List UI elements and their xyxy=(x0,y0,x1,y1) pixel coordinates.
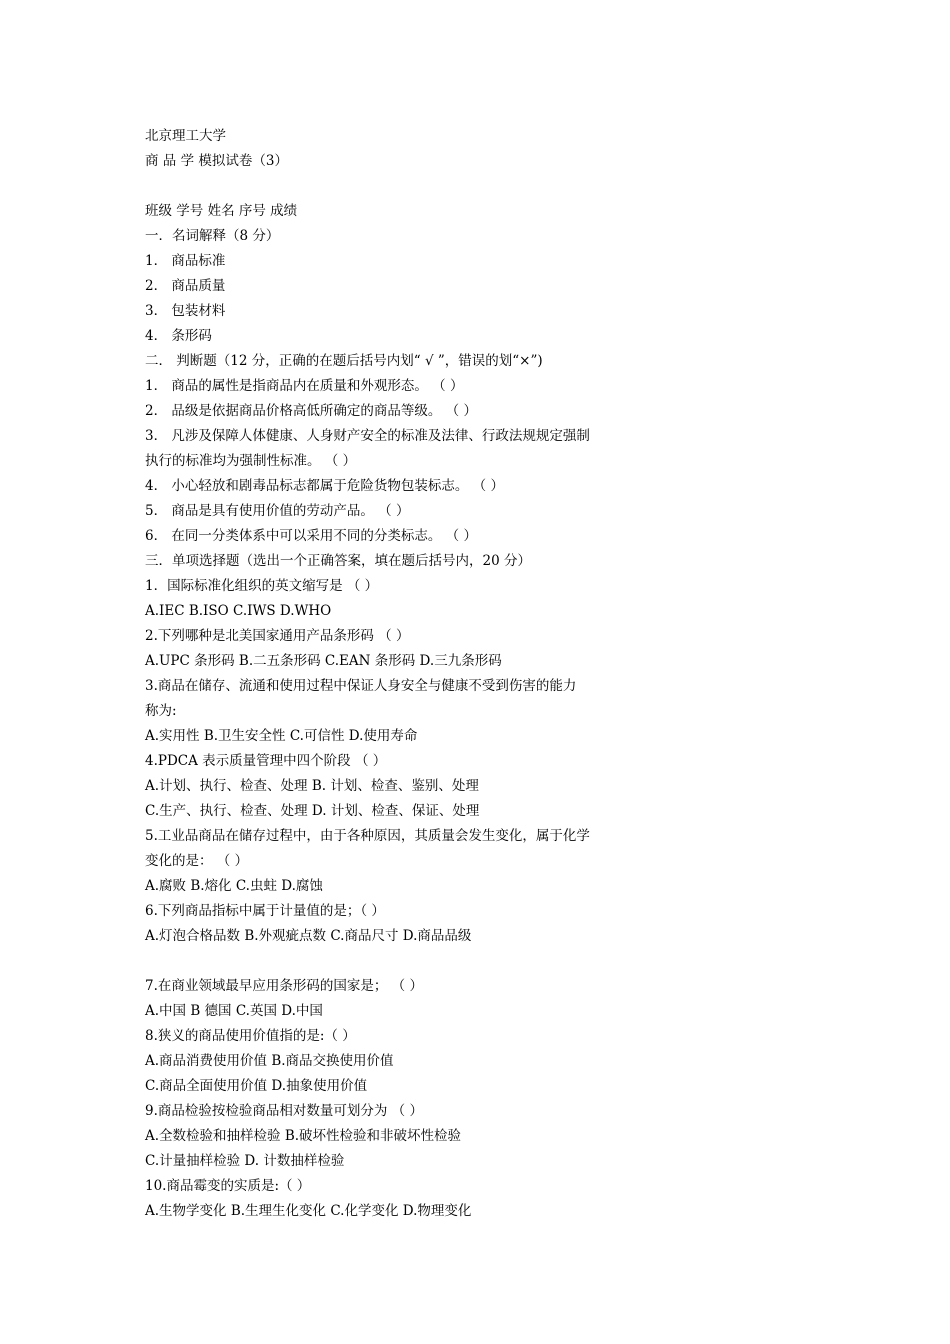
question-line: A.灯泡合格品数 B.外观疵点数 C.商品尺寸 D.商品品级 xyxy=(145,928,472,944)
question-line: 7.在商业领域最早应用条形码的国家是； （ ） xyxy=(145,978,423,994)
question-line: 8.狭义的商品使用价值指的是:（ ） xyxy=(145,1028,356,1044)
question-line: 执行的标准均为强制性标准。 （ ） xyxy=(145,453,357,469)
question-line: 2． 商品质量 xyxy=(145,278,226,294)
school-name: 北京理工大学 xyxy=(145,128,226,144)
section-3-heading: 三．单项选择题（选出一个正确答案，填在题后括号内，20 分） xyxy=(145,553,531,569)
blank-line xyxy=(145,949,845,974)
question-line: 3． 凡涉及保障人体健康、人身财产安全的标准及法律、行政法规规定强制 xyxy=(145,428,590,444)
exam-title: 商 品 学 模拟试卷（3） xyxy=(145,153,288,169)
question-line: 2． 品级是依据商品价格高低所确定的商品等级。 （ ） xyxy=(145,403,477,419)
question-line: A.IEC B.ISO C.IWS D.WHO xyxy=(145,603,332,619)
question-line: 变化的是： （ ） xyxy=(145,853,249,869)
blank-line xyxy=(145,174,845,199)
section-2-items xyxy=(145,374,845,549)
question-line: 4.PDCA 表示质量管理中四个阶段 （ ） xyxy=(145,753,387,769)
student-info-row: 班级 学号 姓名 序号 成绩 xyxy=(145,203,298,219)
question-line: C.生产、执行、检查、处理 D. 计划、检查、保证、处理 xyxy=(145,803,480,819)
question-line: 1． 商品标准 xyxy=(145,253,226,269)
question-line: A.计划、执行、检查、处理 B. 计划、检查、鉴别、处理 xyxy=(145,778,479,794)
section-1-heading: 一．名词解释（8 分） xyxy=(145,228,280,244)
question-line: 6.下列商品指标中属于计量值的是；（ ） xyxy=(145,903,385,919)
question-line: A.UPC 条形码 B.二五条形码 C.EAN 条形码 D.三九条形码 xyxy=(145,653,502,669)
question-line: 9.商品检验按检验商品相对数量可划分为 （ ） xyxy=(145,1103,423,1119)
question-line: A.中国 B 德国 C.英国 D.中国 xyxy=(145,1003,323,1019)
question-line: C.商品全面使用价值 D.抽象使用价值 xyxy=(145,1078,368,1094)
question-line: 3.商品在储存、流通和使用过程中保证人身安全与健康不受到伤害的能力 xyxy=(145,678,577,694)
question-line: 5.工业品商品在储存过程中，由于各种原因，其质量会发生变化，属于化学 xyxy=(145,828,590,844)
section-3-items-part-b xyxy=(145,974,845,1224)
question-line: 5． 商品是具有使用价值的劳动产品。 （ ） xyxy=(145,503,410,519)
question-line: 4． 条形码 xyxy=(145,328,212,344)
question-line: A.全数检验和抽样检验 B.破坏性检验和非破坏性检验 xyxy=(145,1128,462,1144)
question-line: 3． 包装材料 xyxy=(145,303,226,319)
section-2-heading: 二． 判断题（12 分，正确的在题后括号内划“ √ ”，错误的划“×”) xyxy=(145,353,543,369)
question-line: A.商品消费使用价值 B.商品交换使用价值 xyxy=(145,1053,394,1069)
question-line: A.生物学变化 B.生理生化变化 C.化学变化 D.物理变化 xyxy=(145,1203,472,1219)
question-line: 1．国际标准化组织的英文缩写是 （ ） xyxy=(145,578,379,594)
question-line: A.实用性 B.卫生安全性 C.可信性 D.使用寿命 xyxy=(145,728,418,744)
exam-document xyxy=(145,124,845,1224)
question-line: 称为: xyxy=(145,703,177,719)
question-line: C.计量抽样检验 D. 计数抽样检验 xyxy=(145,1153,345,1169)
question-line: 4． 小心轻放和剧毒品标志都属于危险货物包装标志。 （ ） xyxy=(145,478,504,494)
question-line: 1． 商品的属性是指商品内在质量和外观形态。 （ ） xyxy=(145,378,464,394)
section-1-items xyxy=(145,249,845,349)
question-line: 6． 在同一分类体系中可以采用不同的分类标志。 （ ） xyxy=(145,528,477,544)
section-3-items-part-a xyxy=(145,574,845,949)
question-line: 10.商品霉变的实质是:（ ） xyxy=(145,1178,311,1194)
question-line: 2.下列哪种是北美国家通用产品条形码 （ ） xyxy=(145,628,410,644)
question-line: A.腐败 B.熔化 C.虫蛀 D.腐蚀 xyxy=(145,878,323,894)
